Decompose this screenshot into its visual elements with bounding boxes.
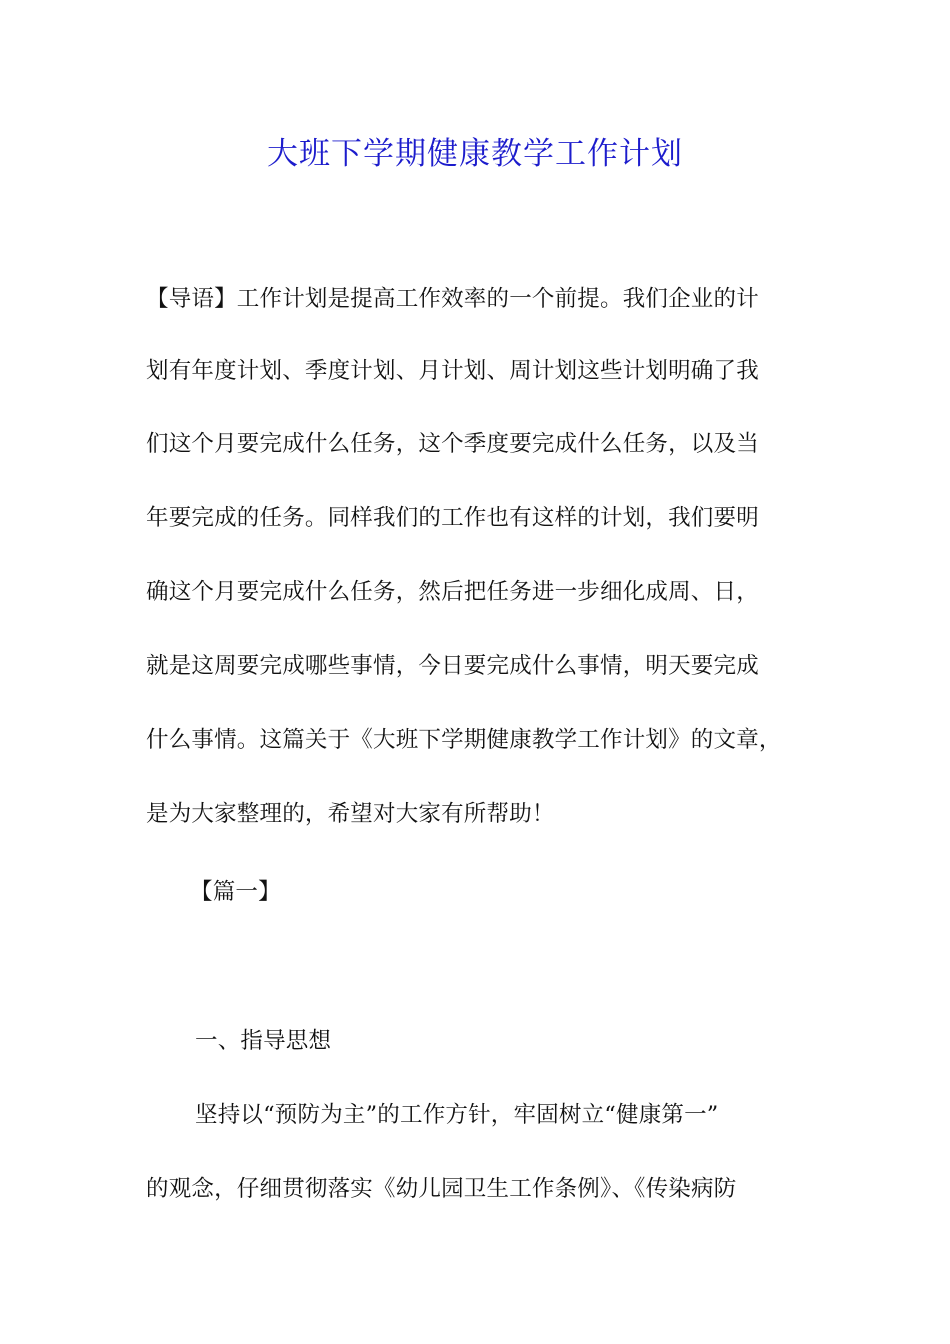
intro-line-3: 们这个月要完成什么任务，这个季度要完成什么任务，以及当 xyxy=(146,431,759,457)
body-line-1: 坚持以“预防为主”的工作方针，牢固树立“健康第一” xyxy=(195,1102,719,1128)
intro-line-5: 确这个月要完成什么任务，然后把任务进一步细化成周、日， xyxy=(146,579,759,605)
document-title: 大班下学期健康教学工作计划 xyxy=(267,136,683,172)
intro-line-4: 年要完成的任务。同样我们的工作也有这样的计划，我们要明 xyxy=(146,505,759,531)
intro-line-7: 什么事情。这篇关于《大班下学期健康教学工作计划》的文章， xyxy=(146,727,782,753)
heading-guiding-ideology: 一、指导思想 xyxy=(195,1028,332,1054)
section-label: 【篇一】 xyxy=(190,879,281,905)
intro-line-6: 就是这周要完成哪些事情，今日要完成什么事情，明天要完成 xyxy=(146,653,759,679)
intro-line-2: 划有年度计划、季度计划、月计划、周计划这些计划明确了我 xyxy=(146,358,759,384)
intro-line-1: 【导语】工作计划是提高工作效率的一个前提。我们企业的计 xyxy=(146,286,759,312)
intro-line-8: 是为大家整理的，希望对大家有所帮助！ xyxy=(146,801,555,827)
body-line-2: 的观念，仔细贯彻落实《幼儿园卫生工作条例》、《传染病防 xyxy=(146,1176,737,1202)
